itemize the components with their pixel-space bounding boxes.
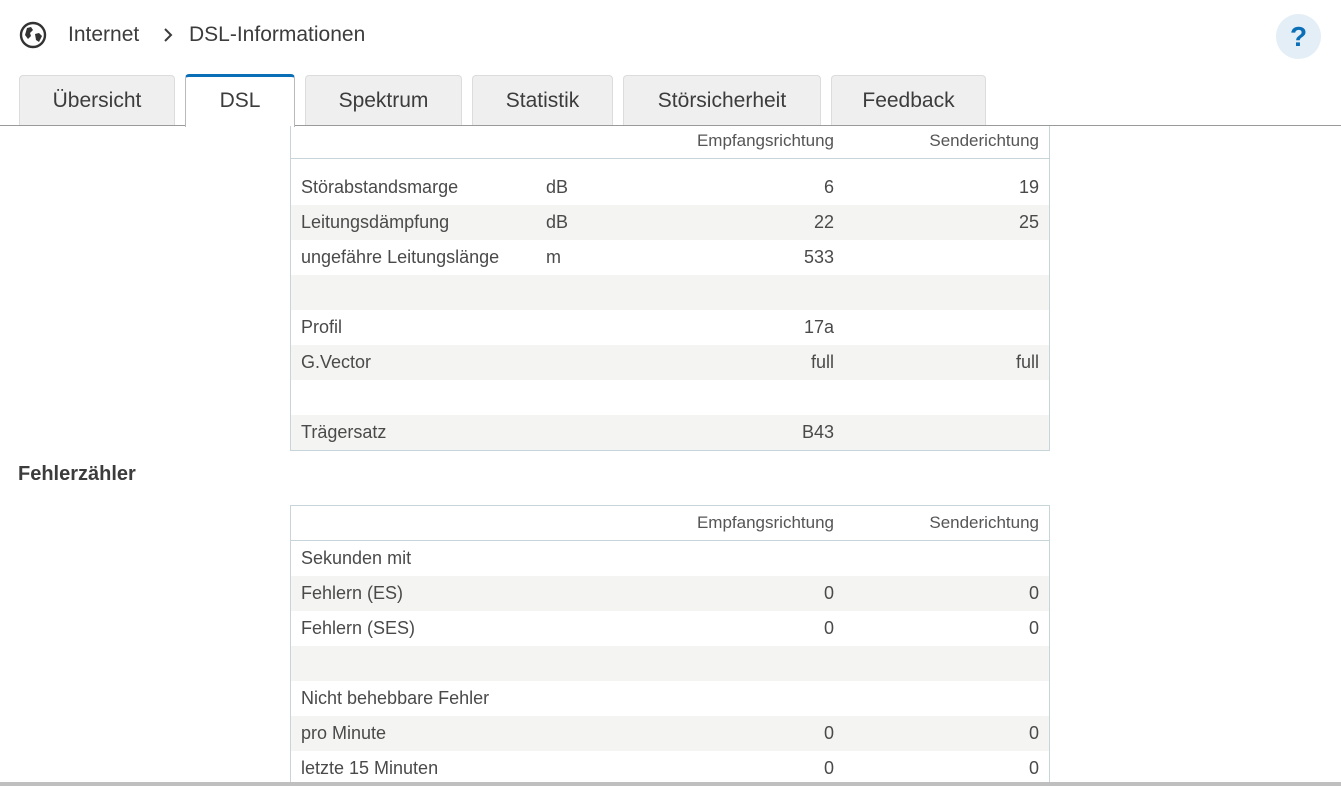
row-tx: 0 xyxy=(1028,583,1039,603)
row-tx: 19 xyxy=(1018,177,1039,197)
breadcrumb-internet[interactable]: Internet xyxy=(68,23,140,46)
table-row xyxy=(291,345,1049,380)
help-button[interactable]: ? xyxy=(1276,14,1321,59)
table-row xyxy=(291,751,1049,782)
row-rx: 6 xyxy=(823,177,834,197)
tab-stoersicherheit[interactable]: Störsicherheit xyxy=(623,75,821,125)
table-row xyxy=(291,576,1049,611)
row-label: Fehlern (SES) xyxy=(301,618,416,638)
breadcrumb-current: DSL-Informationen xyxy=(189,23,366,46)
tab-feedback[interactable]: Feedback xyxy=(831,75,986,125)
header-tx: Senderichtung xyxy=(929,513,1039,532)
row-label: letzte 15 Minuten xyxy=(301,758,439,778)
globe-icon xyxy=(19,21,47,49)
error-table xyxy=(290,505,1050,782)
row-label: G.Vector xyxy=(301,352,372,372)
bottom-divider xyxy=(0,782,1341,786)
table-row-empty xyxy=(291,646,1049,681)
chevron-right-icon xyxy=(162,27,174,43)
tab-statistik[interactable]: Statistik xyxy=(472,75,613,125)
tab-uebersicht[interactable]: Übersicht xyxy=(19,75,175,125)
table-row-empty xyxy=(291,275,1049,310)
table-row xyxy=(291,681,1049,716)
row-unit: dB xyxy=(546,212,569,232)
row-rx: 22 xyxy=(813,212,834,232)
row-rx: 17a xyxy=(803,317,834,337)
row-unit: dB xyxy=(546,177,569,197)
line-table xyxy=(290,126,1050,451)
table-row xyxy=(291,170,1049,205)
row-label: Leitungsdämpfung xyxy=(301,212,450,232)
page-header xyxy=(0,0,1341,70)
row-unit: m xyxy=(546,247,561,267)
table-row xyxy=(291,310,1049,345)
main-content xyxy=(0,126,1341,782)
row-rx: B43 xyxy=(801,422,834,442)
row-label: Trägersatz xyxy=(301,422,387,442)
table-row xyxy=(291,240,1049,275)
row-rx: 0 xyxy=(823,723,834,743)
table-row xyxy=(291,415,1049,450)
tab-dsl[interactable]: DSL xyxy=(185,74,295,127)
row-label: Profil xyxy=(301,317,343,337)
row-tx: 0 xyxy=(1028,723,1039,743)
row-label: ungefähre Leitungslänge xyxy=(301,247,500,267)
row-rx: 533 xyxy=(803,247,834,267)
row-rx: 0 xyxy=(823,758,834,778)
table-row xyxy=(291,611,1049,646)
header-rx: Empfangsrichtung xyxy=(696,513,834,532)
table-row xyxy=(291,716,1049,751)
row-tx: 0 xyxy=(1028,618,1039,638)
row-label: Störabstandsmarge xyxy=(301,177,459,197)
table-row xyxy=(291,541,1049,576)
row-label: pro Minute xyxy=(301,723,387,743)
table-row-empty xyxy=(291,380,1049,415)
row-tx: full xyxy=(1015,352,1039,372)
header-rx: Empfangsrichtung xyxy=(696,131,834,150)
row-rx: full xyxy=(810,352,834,372)
row-label: Sekunden mit xyxy=(301,548,412,568)
table-header xyxy=(291,126,1049,159)
table-row xyxy=(291,205,1049,240)
row-tx: 0 xyxy=(1028,758,1039,778)
row-label: Fehlern (ES) xyxy=(301,583,404,603)
row-label: Nicht behebbare Fehler xyxy=(301,688,490,708)
section-title-fehlerzaehler: Fehlerzähler xyxy=(18,463,136,485)
tab-bar xyxy=(0,74,1341,126)
row-rx: 0 xyxy=(823,618,834,638)
table-header xyxy=(291,506,1049,541)
row-tx: 25 xyxy=(1018,212,1039,232)
header-tx: Senderichtung xyxy=(929,131,1039,150)
tab-spektrum[interactable]: Spektrum xyxy=(305,75,462,125)
row-rx: 0 xyxy=(823,583,834,603)
